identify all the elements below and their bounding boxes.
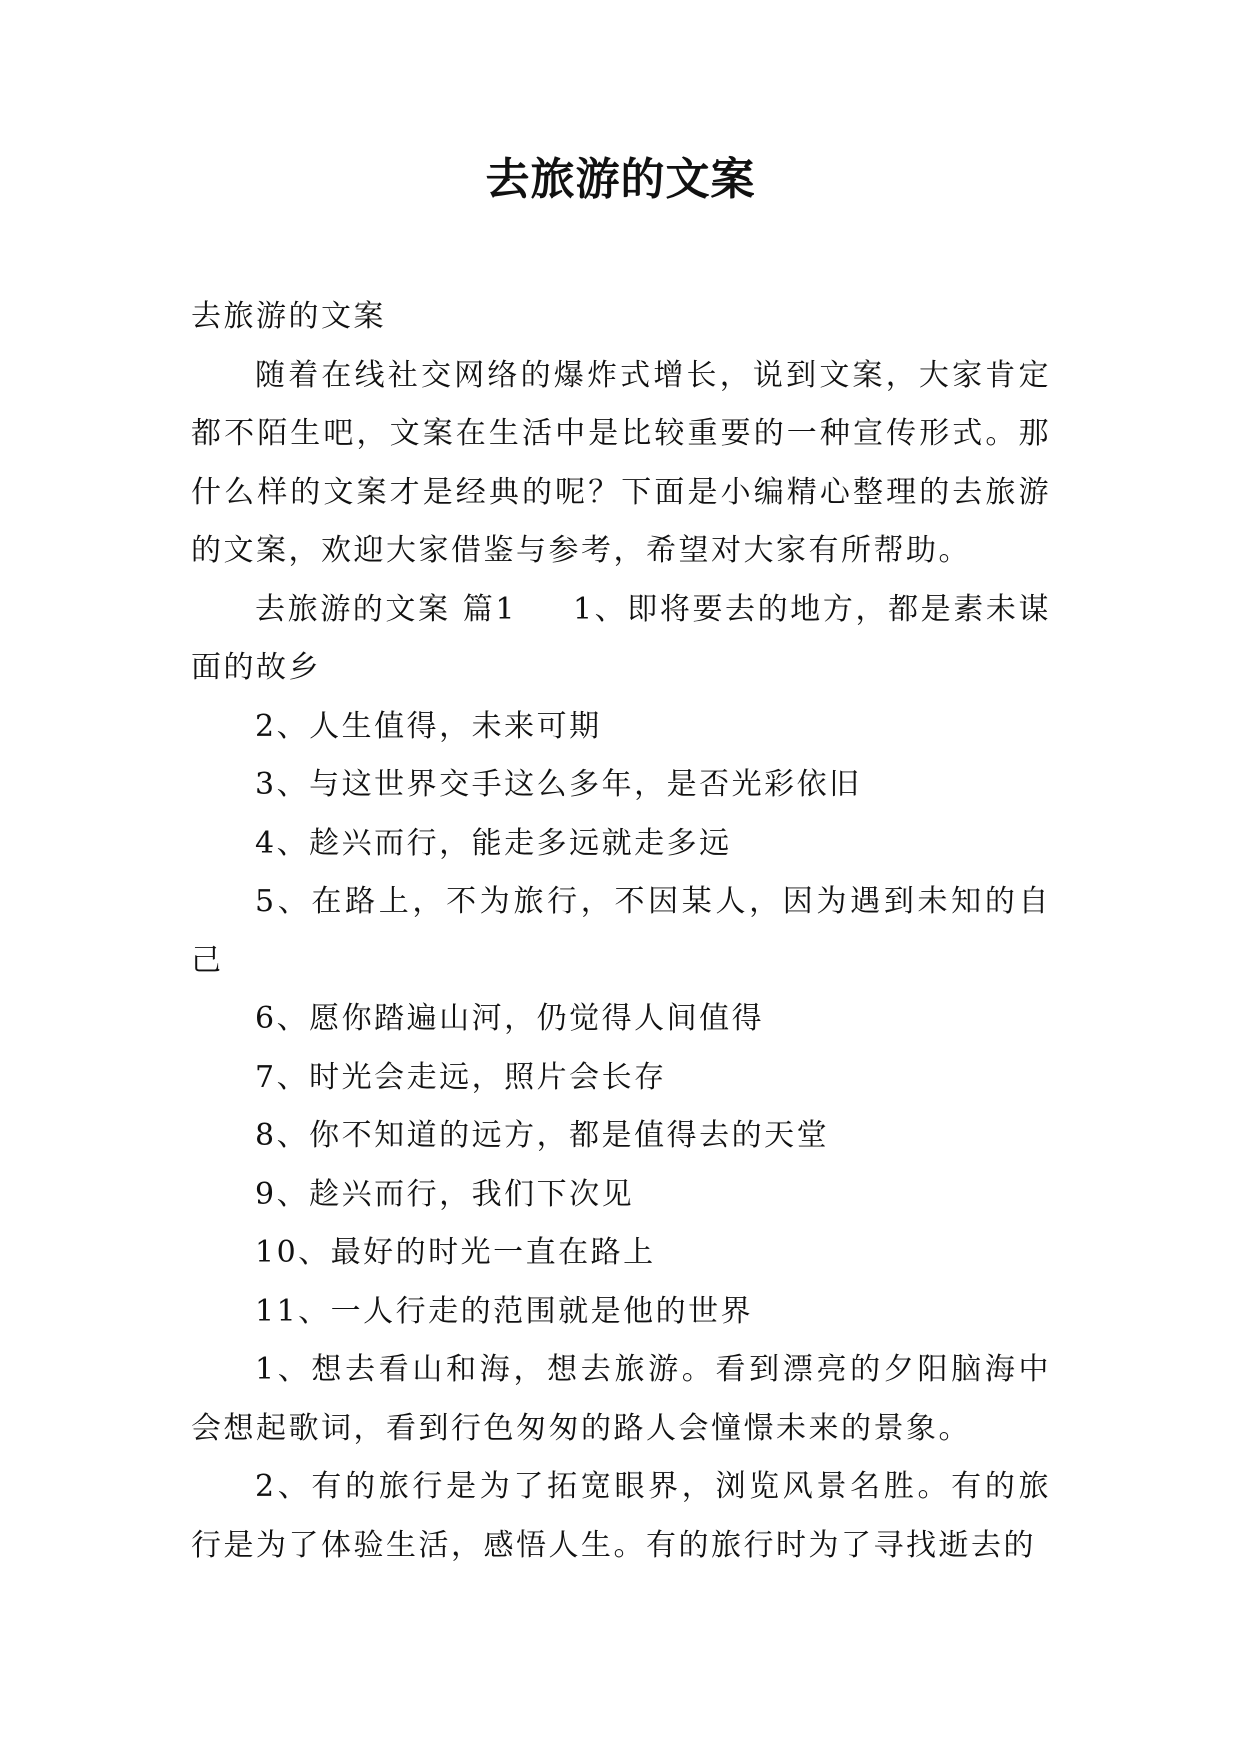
list-item: 9、趁兴而行，我们下次见 [255,1176,635,1212]
document-body [191,288,1051,1575]
list-item: 7、时光会走远，照片会长存 [255,1059,667,1095]
list-item: 2、有的旅行是为了拓宽眼界，浏览风景名胜。有的旅行是为了体验生活，感悟人生。有的旅行时为了寻找逝去的 [191,1469,1051,1563]
list-item: 8、你不知道的远方，都是值得去的天堂 [255,1118,830,1153]
list-item: 10、最好的时光一直在路上 [255,1235,656,1270]
document-subtitle: 去旅游的文案 [191,299,386,334]
list-item: 2、人生值得，未来可期 [255,708,602,744]
list-item: 1、即将要去的地方，都是素未谋面的故乡 [191,591,1051,685]
list-item: 6、愿你踏遍山河，仍觉得人间值得 [255,1001,765,1036]
list-item: 11、一人行走的范围就是他的世界 [255,1293,754,1329]
intro-paragraph: 随着在线社交网络的爆炸式增长，说到文案，大家肯定都不陌生吧，文案在生活中是比较重要的一种宣传形式。那什么样的文案才是经典的呢？下面是小编精心整理的去旅游的文案，欢迎大家借鉴与参考，希望对大家有所帮助。 [191,357,1051,568]
section-heading: 去旅游的文案 篇1 [255,591,517,627]
list-item: 5、在路上，不为旅行，不因某人，因为遇到未知的自己 [191,884,1051,978]
list-item: 1、想去看山和海，想去旅游。看到漂亮的夕阳脑海中会想起歌词，看到行色匆匆的路人会憧憬未来的景象。 [191,1352,1051,1446]
list-item: 4、趁兴而行，能走多远就走多远 [255,825,732,861]
section-paragraph [191,581,1051,698]
list-item: 3、与这世界交手这么多年，是否光彩依旧 [255,767,862,802]
document-title: 去旅游的文案 [485,154,756,205]
